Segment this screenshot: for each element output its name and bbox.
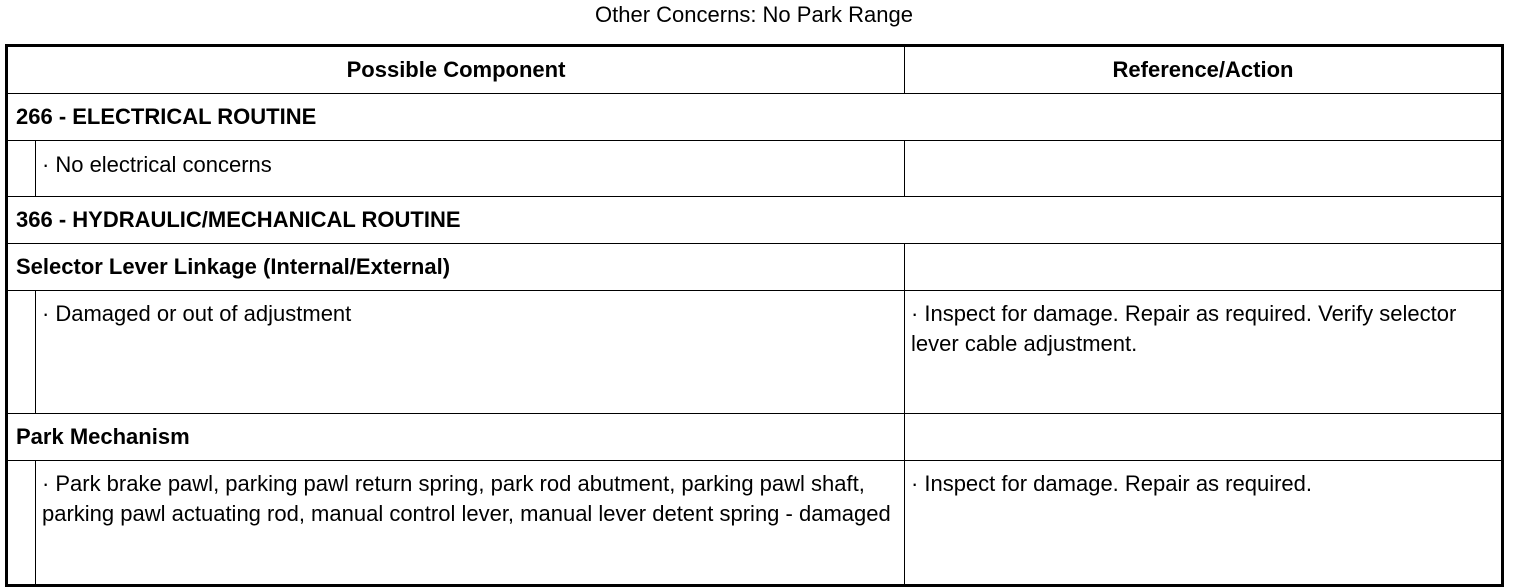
section-title-hydraulic: 366 - HYDRAULIC/MECHANICAL ROUTINE — [7, 197, 1503, 244]
table-header-row — [7, 46, 1503, 94]
bullet-marker: · — [42, 471, 50, 496]
header-reference-action: Reference/Action — [905, 46, 1503, 94]
indent-cell — [7, 461, 36, 586]
section-title-electrical: 266 - ELECTRICAL ROUTINE — [7, 94, 1503, 141]
component-text: Park brake pawl, parking pawl return spring, park rod abutment, parking pawl shaft, parking pawl actuating rod, manual control lever, manual lever detent spring - damaged — [42, 471, 891, 526]
document-title: Other Concerns: No Park Range — [595, 2, 913, 27]
component-cell — [36, 461, 905, 586]
diagnostic-table — [5, 44, 1504, 587]
group-action-empty — [905, 414, 1503, 461]
section-row-electrical — [7, 94, 1503, 141]
indent-cell — [7, 291, 36, 414]
bullet-marker: · — [911, 471, 919, 496]
bullet-marker: · — [42, 152, 50, 177]
section-row-hydraulic — [7, 197, 1503, 244]
action-cell — [905, 461, 1503, 586]
component-text: Damaged or out of adjustment — [55, 301, 352, 326]
component-text: No electrical concerns — [55, 152, 272, 177]
indent-cell — [7, 141, 36, 197]
action-text: Inspect for damage. Repair as required. Verify selector lever cable adjustment. — [911, 301, 1457, 356]
bullet-marker: · — [911, 301, 919, 326]
group-row-selector — [7, 244, 1503, 291]
table-row — [7, 291, 1503, 414]
group-row-park — [7, 414, 1503, 461]
group-title-park: Park Mechanism — [7, 414, 905, 461]
action-cell — [905, 291, 1503, 414]
table-row — [7, 461, 1503, 586]
group-title-selector: Selector Lever Linkage (Internal/External) — [7, 244, 905, 291]
component-cell — [36, 141, 905, 197]
bullet-marker: · — [42, 301, 50, 326]
table-row — [7, 141, 1503, 197]
component-cell — [36, 291, 905, 414]
action-text: Inspect for damage. Repair as required. — [924, 471, 1312, 496]
group-action-empty — [905, 244, 1503, 291]
action-cell — [905, 141, 1503, 197]
header-possible-component: Possible Component — [7, 46, 905, 94]
